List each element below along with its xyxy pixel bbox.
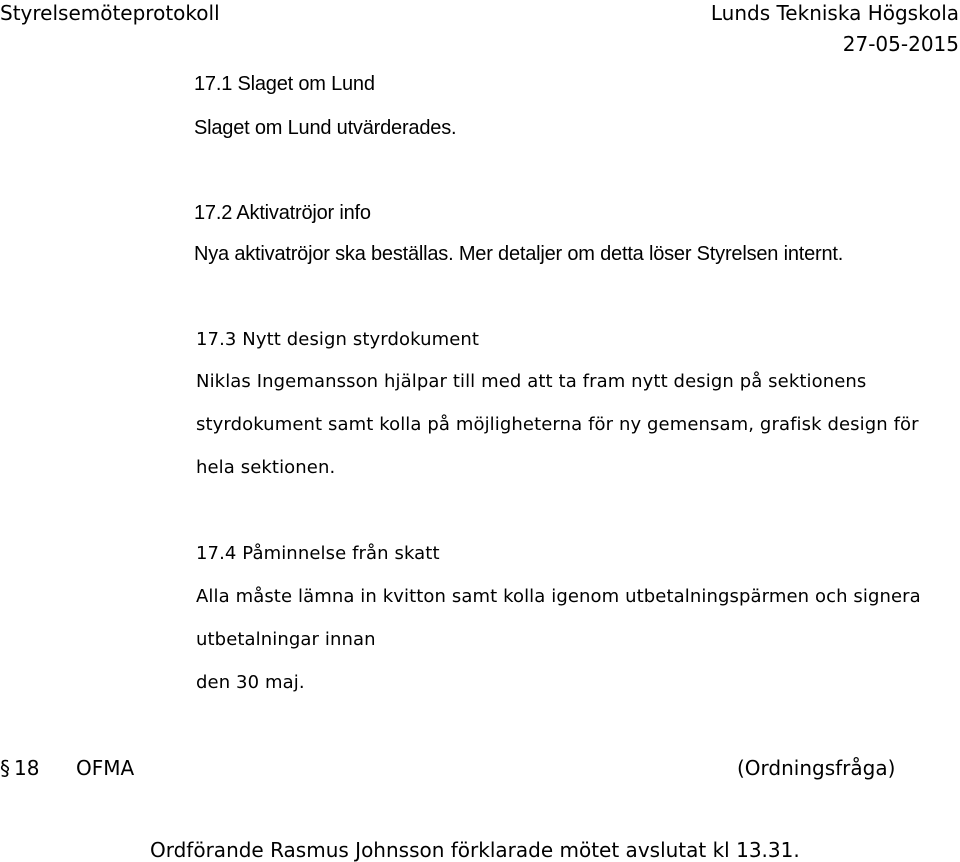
agenda-item-number: 18 <box>14 756 40 780</box>
section-text-17-4-line-1: Alla måste lämna in kvitton samt kolla igenom utbetalningspärmen och signera <box>196 586 921 607</box>
section-text-17-3-line-3: hela sektionen. <box>196 457 336 478</box>
header-organization: Lunds Tekniska Högskola <box>710 1 959 25</box>
section-text-17-3-line-1: Niklas Ingemansson hjälpar till med att ta fram nytt design på sektionens <box>196 371 867 392</box>
section-heading-17-2: 17.2 Aktivatröjor info <box>194 202 371 224</box>
header-date: 27-05-2015 <box>842 32 959 56</box>
section-text-17-3-line-2: styrdokument samt kolla på möjligheterna för ny gemensam, grafisk design för <box>196 414 919 435</box>
header-document-title: Styrelsemöteprotokoll <box>0 1 220 25</box>
section-heading-17-4: 17.4 Påminnelse från skatt <box>196 543 440 564</box>
section-text-17-1: Slaget om Lund utvärderades. <box>194 117 457 139</box>
agenda-item-note: (Ordningsfråga) <box>737 756 896 780</box>
section-sign: § <box>0 756 10 780</box>
agenda-item-title: OFMA <box>76 756 135 780</box>
section-text-17-4-line-2: utbetalningar innan <box>196 629 376 650</box>
section-text-17-2: Nya aktivatröjor ska beställas. Mer detaljer om detta löser Styrelsen internt. <box>194 243 844 265</box>
section-text-17-4-line-3: den 30 maj. <box>196 672 305 693</box>
section-heading-17-1: 17.1 Slaget om Lund <box>194 73 375 95</box>
section-heading-17-3: 17.3 Nytt design styrdokument <box>196 329 480 350</box>
closing-statement: Ordförande Rasmus Johnsson förklarade mötet avslutat kl 13.31. <box>150 838 800 862</box>
